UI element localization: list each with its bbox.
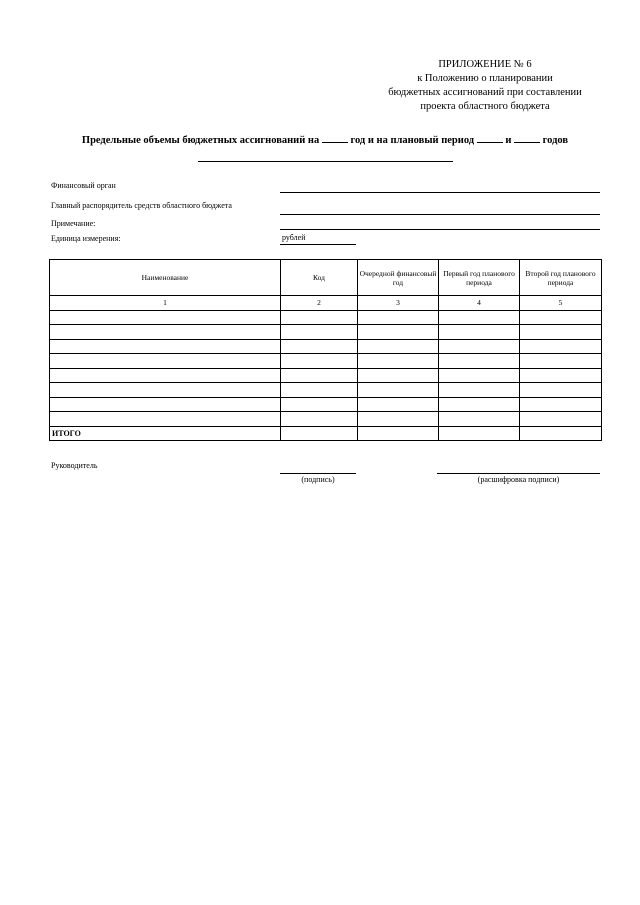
table-cell[interactable] bbox=[439, 412, 520, 427]
year-blank[interactable] bbox=[477, 133, 503, 143]
table-cell[interactable] bbox=[520, 354, 602, 369]
column-header-current-year: Очередной финансовый год bbox=[358, 260, 439, 296]
total-cell[interactable] bbox=[439, 426, 520, 441]
table-cell[interactable] bbox=[520, 397, 602, 412]
title-part: год и на плановый период bbox=[350, 135, 475, 146]
title-underline[interactable] bbox=[198, 161, 453, 162]
table-cell[interactable] bbox=[281, 310, 358, 325]
table-cell[interactable] bbox=[50, 339, 281, 354]
units-underline bbox=[280, 244, 356, 245]
table-cell[interactable] bbox=[439, 383, 520, 398]
column-number: 2 bbox=[281, 296, 358, 311]
table-cell[interactable] bbox=[281, 354, 358, 369]
allocations-table bbox=[49, 259, 602, 441]
table-cell[interactable] bbox=[281, 397, 358, 412]
table-header-row bbox=[50, 260, 602, 296]
title-part: годов bbox=[542, 135, 569, 146]
table-cell[interactable] bbox=[50, 310, 281, 325]
table-cell[interactable] bbox=[520, 368, 602, 383]
table-row bbox=[50, 325, 602, 340]
table-row bbox=[50, 397, 602, 412]
main-manager-field[interactable] bbox=[280, 214, 600, 215]
title-part: Предельные объемы бюджетных ассигнований на bbox=[81, 135, 320, 146]
main-manager-label: Главный распорядитель средств областного бюджета bbox=[51, 201, 232, 210]
column-number-row bbox=[50, 296, 602, 311]
table-cell[interactable] bbox=[520, 383, 602, 398]
appendix-ref-line: проекта областного бюджета bbox=[420, 101, 550, 112]
table-cell[interactable] bbox=[358, 339, 439, 354]
column-number: 4 bbox=[439, 296, 520, 311]
table-cell[interactable] bbox=[358, 368, 439, 383]
table-cell[interactable] bbox=[439, 310, 520, 325]
head-label: Руководитель bbox=[51, 461, 98, 470]
table-cell[interactable] bbox=[281, 412, 358, 427]
table-cell[interactable] bbox=[358, 412, 439, 427]
year-blank[interactable] bbox=[322, 133, 348, 143]
column-header-name: Наименование bbox=[50, 260, 281, 296]
table-cell[interactable] bbox=[520, 339, 602, 354]
table-cell[interactable] bbox=[358, 383, 439, 398]
table-cell[interactable] bbox=[439, 368, 520, 383]
table-row bbox=[50, 383, 602, 398]
table-cell[interactable] bbox=[358, 325, 439, 340]
column-number: 1 bbox=[50, 296, 281, 311]
appendix-ref-line: бюджетных ассигнований при составлении bbox=[388, 87, 582, 98]
note-label: Примечание: bbox=[51, 219, 96, 228]
table-cell[interactable] bbox=[439, 397, 520, 412]
table-cell[interactable] bbox=[520, 325, 602, 340]
table-row bbox=[50, 339, 602, 354]
total-cell[interactable] bbox=[281, 426, 358, 441]
table-cell[interactable] bbox=[439, 339, 520, 354]
table-cell[interactable] bbox=[50, 383, 281, 398]
table-cell[interactable] bbox=[281, 325, 358, 340]
note-field[interactable] bbox=[280, 229, 600, 230]
table-cell[interactable] bbox=[439, 325, 520, 340]
column-number: 3 bbox=[358, 296, 439, 311]
table-cell[interactable] bbox=[50, 325, 281, 340]
table-row bbox=[50, 412, 602, 427]
table-row bbox=[50, 368, 602, 383]
appendix-number: ПРИЛОЖЕНИЕ № 6 bbox=[438, 59, 532, 70]
table-cell[interactable] bbox=[281, 368, 358, 383]
total-cell[interactable] bbox=[520, 426, 602, 441]
units-label: Единица измерения: bbox=[51, 234, 121, 243]
finance-organ-field[interactable] bbox=[280, 192, 600, 193]
table-cell[interactable] bbox=[281, 383, 358, 398]
table-cell[interactable] bbox=[358, 310, 439, 325]
total-cell[interactable] bbox=[358, 426, 439, 441]
total-row bbox=[50, 426, 602, 441]
table-cell[interactable] bbox=[520, 412, 602, 427]
signature-caption: (подпись) bbox=[301, 475, 335, 484]
table-cell[interactable] bbox=[439, 354, 520, 369]
table-cell[interactable] bbox=[520, 310, 602, 325]
signature-field[interactable] bbox=[280, 473, 356, 474]
document-title bbox=[40, 133, 610, 146]
year-blank[interactable] bbox=[514, 133, 540, 143]
column-header-first-plan-year: Первый год планового периода bbox=[439, 260, 520, 296]
table-cell[interactable] bbox=[50, 368, 281, 383]
column-header-second-plan-year: Второй год планового периода bbox=[520, 260, 602, 296]
column-header-code: Код bbox=[281, 260, 358, 296]
table-cell[interactable] bbox=[281, 339, 358, 354]
units-value: рублей bbox=[282, 233, 306, 242]
table-cell[interactable] bbox=[358, 354, 439, 369]
finance-organ-label: Финансовый орган bbox=[51, 181, 116, 190]
signature-decode-caption: (расшифровка подписи) bbox=[477, 475, 560, 484]
table-row bbox=[50, 310, 602, 325]
table-cell[interactable] bbox=[50, 397, 281, 412]
table-row bbox=[50, 354, 602, 369]
table-cell[interactable] bbox=[50, 412, 281, 427]
title-part: и bbox=[505, 135, 512, 146]
appendix-ref-line: к Положению о планировании bbox=[417, 73, 553, 84]
table-cell[interactable] bbox=[358, 397, 439, 412]
column-number: 5 bbox=[520, 296, 602, 311]
signature-decode-field[interactable] bbox=[437, 473, 600, 474]
total-label: ИТОГО bbox=[50, 426, 281, 441]
appendix-header bbox=[360, 58, 610, 114]
table-cell[interactable] bbox=[50, 354, 281, 369]
